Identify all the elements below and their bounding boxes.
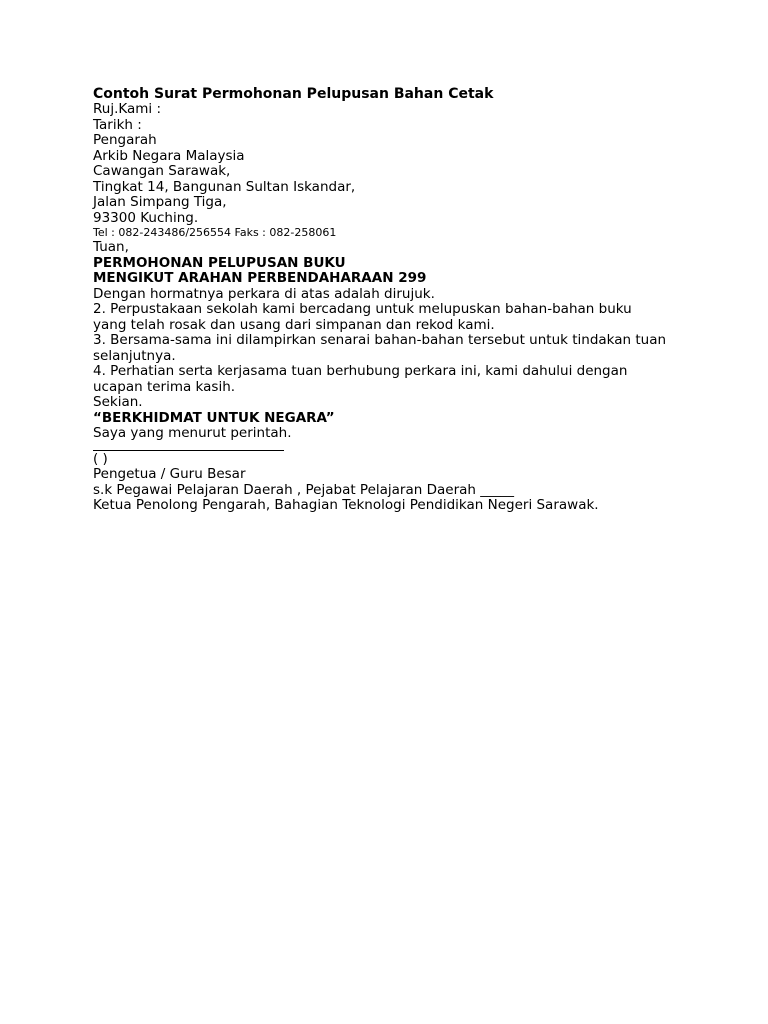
recipient-line: Pengarah [93, 132, 157, 148]
signature-line [93, 442, 284, 451]
signatory-name: ( ) [93, 450, 108, 467]
closing: Sekian. [93, 394, 143, 410]
recipient-line: Arkib Negara Malaysia [93, 147, 245, 164]
signatory-position: Pengetua / Guru Besar [93, 466, 246, 482]
subject-line: PERMOHONAN PELUPUSAN BUKU [93, 254, 346, 271]
subject-line: MENGIKUT ARAHAN PERBENDAHARAAN 299 [93, 270, 427, 286]
recipient-line: Tingkat 14, Bangunan Sultan Iskandar, [93, 178, 356, 195]
letter-body [93, 287, 693, 396]
letter-page [93, 86, 693, 514]
recipient-line: Cawangan Sarawak, [93, 163, 231, 179]
document-title: Contoh Surat Permohonan Pelupusan Bahan Cetak [93, 86, 494, 102]
cc-line: s.k Pegawai Pelajaran Daerah , Pejabat Pelajaran Daerah _____ [93, 481, 514, 498]
body-paragraph: 3. Bersama-sama ini dilampirkan senarai bahan-bahan tersebut untuk tindakan tuan selanjutnya. [93, 332, 667, 364]
recipient-line: 93300 Kuching. [93, 209, 199, 226]
recipient-line: Jalan Simpang Tiga, [93, 194, 227, 210]
reference-line: Ruj.Kami : [93, 101, 162, 117]
motto: “BERKHIDMAT UNTUK NEGARA” [93, 409, 335, 426]
body-paragraph: Dengan hormatnya perkara di atas adalah dirujuk. [93, 285, 435, 302]
salutation: Tuan, [93, 239, 129, 255]
body-paragraph: 2. Perpustakaan sekolah kami bercadang untuk melupuskan bahan-bahan buku yang telah rosak dan usang dari simpanan dan rekod kami. [93, 301, 632, 333]
sign-off: Saya yang menurut perintah. [93, 425, 292, 441]
subject-block [93, 256, 693, 287]
recipient-contact: Tel : 082-243486/256554 Faks : 082-258061 [93, 226, 337, 239]
recipient-address [93, 133, 693, 240]
cc-line: Ketua Penolong Pengarah, Bahagian Teknologi Pendidikan Negeri Sarawak. [93, 497, 599, 513]
body-paragraph: 4. Perhatian serta kerjasama tuan berhubung perkara ini, kami dahului dengan ucapan terima kasih. [93, 363, 628, 395]
date-line: Tarikh : [93, 116, 142, 133]
